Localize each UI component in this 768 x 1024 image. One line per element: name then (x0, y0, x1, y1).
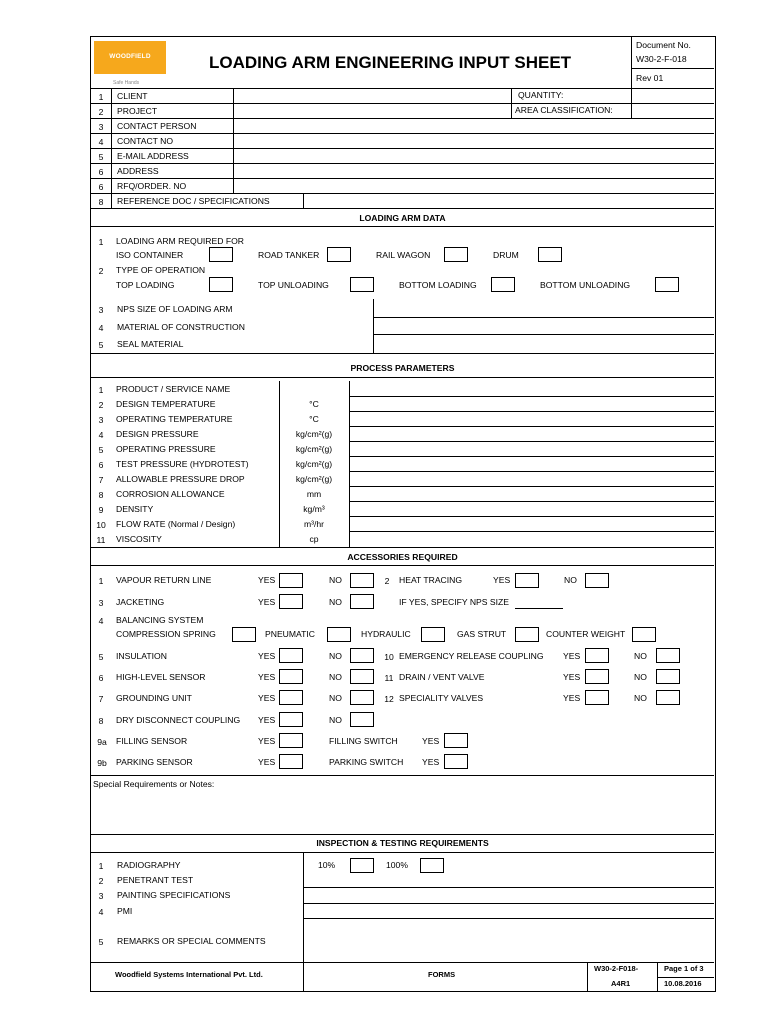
loading-arm-row-label: MATERIAL OF CONSTRUCTION (117, 322, 245, 332)
client-row-field[interactable] (235, 89, 509, 102)
loading-arm-row-label: SEAL MATERIAL (117, 339, 184, 349)
balancing-system-label: BALANCING SYSTEM (116, 615, 204, 625)
client-row-number: 5 (98, 152, 104, 162)
client-row-number: 3 (98, 122, 104, 132)
client-row-field[interactable] (235, 179, 711, 192)
area-classification-label: AREA CLASSIFICATION: (515, 105, 613, 115)
dry-disconnect-no-checkbox[interactable] (350, 712, 374, 727)
area-classification-field[interactable] (636, 104, 711, 117)
process-row-field[interactable] (351, 532, 712, 545)
heat-tracing-label: HEAT TRACING (399, 575, 463, 585)
process-row-unit: kg/cm²(g) (295, 474, 333, 484)
revision: Rev 01 (636, 73, 664, 83)
section-accessories: ACCESSORIES REQUIRED (347, 552, 458, 562)
process-row-field[interactable] (351, 472, 712, 485)
client-row-number: 8 (98, 197, 104, 207)
top-loading-checkbox[interactable] (209, 277, 233, 292)
client-row-label: PROJECT (117, 106, 158, 116)
filling-sensor-yes-checkbox[interactable] (279, 733, 303, 748)
client-row-label: CONTACT PERSON (117, 121, 197, 131)
filling-switch-label: FILLING SWITCH (329, 736, 398, 746)
input-sheet: WOODFIELD Safe Hands LOADING ARM ENGINEERING INPUT SHEET Document No. W30-2-F-018 Rev 01 1 CLIENT 2 PROJECT 3 CONTACT PERSON 4 CONTACT NO 5 E-MAIL ADDRESS 6 ADDRESS 6 RFQ/ORDER. NO 8 REFERENCE DOC / SPECIFICATIONS QUANTITY: AREA CLASSIFICATION: LOADING ARM DATA 1 LOADING ARM REQUIRED FOR ISO CONTAINER ROAD TANKER RAIL WAGON DRUM 2 TYPE OF OPERATION TOP LOADING TOP UNLOADING BOTTOM LOADING BOTTOM UNLOADING 3 NPS SIZE OF LOADING ARM 4 MATERIAL OF CONSTRUCTION 5 SEAL MATERIAL PROCESS PARAMETERS 1 PRODUCT / SERVICE NAME 2 DESIGN TEMPERATURE °C 3 OPERATING TEMPERATURE °C 4 DESIGN PRESSURE kg/cm²(g) 5 OPERATING PRESSURE kg/cm²(g) 6 TEST PRESSURE (HYDROTEST) kg/cm²(g) 7 ALLOWABLE PRESSURE DROP kg/cm²(g) 8 CORROSION ALLOWANCE mm 9 DENSITY kg/m³ 10 FLOW RATE (Normal / Design) m³/hr 11 VISCOSITY cp ACCESSORIES REQUIRED 1 VAPOUR RETURN LINE YES NO 2 HEAT TRACING YES NO 3 JACKETING YES NO IF YES, SPECIFY NPS SIZE 4 BALANCING SYSTEM COMPRESSION SPRING PNEUMATIC HYDRAULIC GAS STRUT COUNTER WEIGHT 5 INSULATION YES NO 10 EMERGENCY RELEASE COUPLING YES NO 6 HIGH-LEVEL SENSOR YES NO 11 DRAIN / VENT VALVE YES NO 7 GROUNDING UNIT YES NO 12 SPECIALITY VALVES YES NO 8 DRY DISCONNECT COUPLING YES NO 9a FILLING SENSOR YES FILLING SWITCH YES 9b PARKING SENSOR YES PARKING SWITCH YES Special Requirements or Notes: INSPECTION & TESTING REQUIREMENTS 10% 100% 1 RADIOGRAPHY 2 PENETRANT TEST 3 PAINTING SPECIFICATIONS 4 PMI 5 REMARKS OR SPECIAL COMMENTS Woodfield Systems International Pvt. Ltd. FORMS W30-2-F018- A4R1 Page 1 of 3 10.08.2016 (90, 36, 716, 992)
client-row-number: 6 (98, 182, 104, 192)
client-row-number: 6 (98, 167, 104, 177)
speciality-valves-label: SPECIALITY VALVES (399, 693, 484, 703)
filling-switch-yes-checkbox[interactable] (444, 733, 468, 748)
drain-vent-label: DRAIN / VENT VALVE (399, 672, 485, 682)
footer-forms: FORMS (428, 970, 456, 979)
section-process-parameters: PROCESS PARAMETERS (350, 363, 455, 373)
inspection-row-label: PAINTING SPECIFICATIONS (117, 890, 231, 900)
process-row-unit: mm (306, 489, 322, 499)
loading-arm-row-field[interactable] (375, 335, 712, 350)
top-unloading-checkbox[interactable] (350, 277, 374, 292)
process-row-label: CORROSION ALLOWANCE (116, 489, 225, 499)
process-row-label: DESIGN PRESSURE (116, 429, 199, 439)
client-row-number: 2 (98, 107, 104, 117)
radiography-100-checkbox[interactable] (420, 858, 444, 873)
special-notes-field[interactable] (93, 792, 712, 832)
process-row-unit: cp (309, 534, 319, 544)
special-notes-label: Special Requirements or Notes: (93, 779, 215, 789)
radiography-100-label: 100% (386, 860, 408, 870)
parking-switch-label: PARKING SWITCH (329, 757, 404, 767)
vapour-return-label: VAPOUR RETURN LINE (116, 575, 212, 585)
grounding-yes-checkbox[interactable] (279, 690, 303, 705)
doc-no-value: W30-2-F-018 (636, 54, 687, 64)
process-row-unit: °C (309, 399, 319, 409)
insulation-label: INSULATION (116, 651, 167, 661)
vapour-return-no-checkbox[interactable] (350, 573, 374, 588)
process-row-field[interactable] (351, 442, 712, 455)
client-row-field[interactable] (235, 164, 711, 177)
process-row-unit: kg/cm²(g) (295, 429, 333, 439)
hydraulic-checkbox[interactable] (421, 627, 445, 642)
client-row-label: CONTACT NO (117, 136, 174, 146)
high-level-sensor-label: HIGH-LEVEL SENSOR (116, 672, 206, 682)
parking-sensor-label: PARKING SENSOR (116, 757, 193, 767)
client-row-field[interactable] (305, 194, 711, 207)
client-row-field[interactable] (235, 104, 509, 117)
high-level-no-checkbox[interactable] (350, 669, 374, 684)
parking-sensor-yes-checkbox[interactable] (279, 754, 303, 769)
footer-code-2: A4R1 (611, 979, 631, 988)
footer-date: 10.08.2016 (664, 979, 702, 988)
process-row-label: DENSITY (116, 504, 154, 514)
bottom-unloading-checkbox[interactable] (655, 277, 679, 292)
parking-switch-yes-checkbox[interactable] (444, 754, 468, 769)
footer-code-1: W30-2-F018- (594, 964, 639, 973)
client-row-label: E-MAIL ADDRESS (117, 151, 189, 161)
logo-tagline: Safe Hands (113, 80, 140, 86)
radiography-10-label: 10% (318, 860, 336, 870)
pneumatic-checkbox[interactable] (327, 627, 351, 642)
client-row-label: CLIENT (117, 91, 148, 101)
heat-tracing-no-checkbox[interactable] (585, 573, 609, 588)
process-row-label: FLOW RATE (Normal / Design) (116, 519, 236, 529)
dry-disconnect-label: DRY DISCONNECT COUPLING (116, 715, 241, 725)
inspection-row-label: RADIOGRAPHY (117, 860, 181, 870)
gas-strut-checkbox[interactable] (515, 627, 539, 642)
client-row-number: 1 (98, 92, 104, 102)
company-logo (94, 41, 166, 74)
type-of-operation-label: TYPE OF OPERATION (116, 265, 206, 275)
nps-size-field[interactable] (515, 608, 563, 609)
client-row-field[interactable] (235, 119, 711, 132)
process-row-label: TEST PRESSURE (HYDROTEST) (116, 459, 249, 469)
road-tanker-checkbox[interactable] (327, 247, 351, 262)
heat-tracing-yes-checkbox[interactable] (515, 573, 539, 588)
process-row-field[interactable] (351, 487, 712, 500)
process-row-unit: °C (309, 414, 319, 424)
emergency-release-no-checkbox[interactable] (656, 648, 680, 663)
process-row-field[interactable] (351, 517, 712, 530)
section-loading-arm: LOADING ARM DATA (359, 213, 446, 223)
process-row-unit: kg/cm²(g) (295, 444, 333, 454)
process-row-label: OPERATING PRESSURE (116, 444, 216, 454)
iso-container-checkbox[interactable] (209, 247, 233, 262)
client-row-label: ADDRESS (117, 166, 159, 176)
drum-checkbox[interactable] (538, 247, 562, 262)
emergency-release-label: EMERGENCY RELEASE COUPLING (399, 651, 544, 661)
process-row-label: PRODUCT / SERVICE NAME (116, 384, 231, 394)
loading-arm-row-label: NPS SIZE OF LOADING ARM (117, 304, 233, 314)
footer-company: Woodfield Systems International Pvt. Ltd. (115, 970, 263, 979)
doc-no-label: Document No. (636, 40, 691, 50)
client-row-number: 4 (98, 137, 104, 147)
inspection-row-label: PMI (117, 906, 133, 916)
inspection-row-label: REMARKS OR SPECIAL COMMENTS (117, 936, 266, 946)
grounding-unit-label: GROUNDING UNIT (116, 693, 192, 703)
process-row-label: VISCOSITY (116, 534, 162, 544)
inspection-row-label: PENETRANT TEST (117, 875, 194, 885)
section-inspection: INSPECTION & TESTING REQUIREMENTS (316, 838, 489, 848)
client-row-field[interactable] (235, 149, 711, 162)
process-row-label: DESIGN TEMPERATURE (116, 399, 216, 409)
drain-vent-no-checkbox[interactable] (656, 669, 680, 684)
drain-vent-yes-checkbox[interactable] (585, 669, 609, 684)
process-row-field[interactable] (351, 412, 712, 425)
process-row-unit: m³/hr (303, 519, 325, 529)
speciality-valves-yes-checkbox[interactable] (585, 690, 609, 705)
filling-sensor-label: FILLING SENSOR (116, 736, 188, 746)
process-row-field[interactable] (351, 502, 712, 515)
dry-disconnect-yes-checkbox[interactable] (279, 712, 303, 727)
process-row-unit: kg/m³ (303, 504, 325, 514)
compression-spring-checkbox[interactable] (232, 627, 256, 642)
loading-arm-row-field[interactable] (375, 300, 712, 315)
vapour-return-yes-checkbox[interactable] (279, 573, 303, 588)
process-row-field[interactable] (351, 382, 712, 395)
process-row-field[interactable] (351, 427, 712, 440)
logo-text: WOODFIELD (109, 53, 151, 60)
counter-weight-checkbox[interactable] (632, 627, 656, 642)
loading-arm-required-label: LOADING ARM REQUIRED FOR (116, 236, 244, 246)
process-row-label: ALLOWABLE PRESSURE DROP (116, 474, 245, 484)
process-row-field[interactable] (351, 397, 712, 410)
insulation-no-checkbox[interactable] (350, 648, 374, 663)
page-title: LOADING ARM ENGINEERING INPUT SHEET (209, 53, 572, 72)
process-row-field[interactable] (351, 457, 712, 470)
loading-arm-row-field[interactable] (375, 318, 712, 333)
process-row-label: OPERATING TEMPERATURE (116, 414, 233, 424)
bottom-loading-checkbox[interactable] (491, 277, 515, 292)
jacketing-yes-checkbox[interactable] (279, 594, 303, 609)
grounding-no-checkbox[interactable] (350, 690, 374, 705)
jacketing-no-checkbox[interactable] (350, 594, 374, 609)
rail-wagon-checkbox[interactable] (444, 247, 468, 262)
process-row-unit: kg/cm²(g) (295, 459, 333, 469)
client-row-label: REFERENCE DOC / SPECIFICATIONS (117, 196, 270, 206)
nps-size-note: IF YES, SPECIFY NPS SIZE (399, 597, 510, 607)
emergency-release-yes-checkbox[interactable] (585, 648, 609, 663)
footer-page: Page 1 of 3 (664, 964, 704, 973)
quantity-field[interactable] (636, 89, 711, 102)
jacketing-label: JACKETING (116, 597, 165, 607)
client-row-field[interactable] (235, 134, 711, 147)
speciality-valves-no-checkbox[interactable] (656, 690, 680, 705)
insulation-yes-checkbox[interactable] (279, 648, 303, 663)
radiography-10-checkbox[interactable] (350, 858, 374, 873)
client-row-label: RFQ/ORDER. NO (117, 181, 187, 191)
quantity-label: QUANTITY: (518, 90, 564, 100)
high-level-yes-checkbox[interactable] (279, 669, 303, 684)
